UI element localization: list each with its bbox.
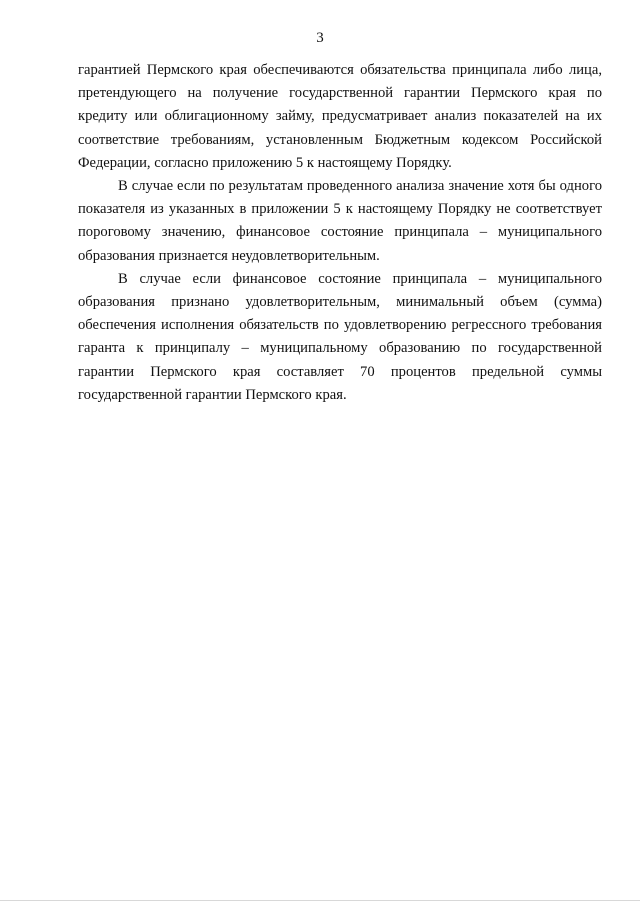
paragraph-satisfactory-condition: В случае если финансовое состояние принципала – муниципального образования признано удовлетворительным, минимальный объем (сумма) обеспечения исполнения обязательств по удовлетворению регрессного требования гаранта к принципалу – муниципальному образованию по государственной гарантии Пермского края составляет 70 процентов предельной суммы государственной гарантии Пермского края. (78, 270, 602, 403)
paragraph-continuation: гарантией Пермского края обеспечиваются обязательства принципала либо лица, претендующего на получение государственной гарантии Пермского края по кредиту или облигационному займу, предусматривает анализ показателей на их соответствие требованиям, установленным Бюджетным кодексом Российской Федерации, согласно приложению 5 к настоящему Порядку. (78, 62, 602, 171)
page-number: 3 (316, 30, 324, 46)
paragraph-unsatisfactory-condition: В случае если по результатам проведенного анализа значение хотя бы одного показателя из указанных в приложении 5 к настоящему Порядку не соответствует пороговому значению, финансовое состояние принципала – муниципального образования признается неудовлетворительным. (78, 178, 602, 264)
scan-edge-line (0, 900, 640, 901)
document-body (78, 59, 602, 407)
